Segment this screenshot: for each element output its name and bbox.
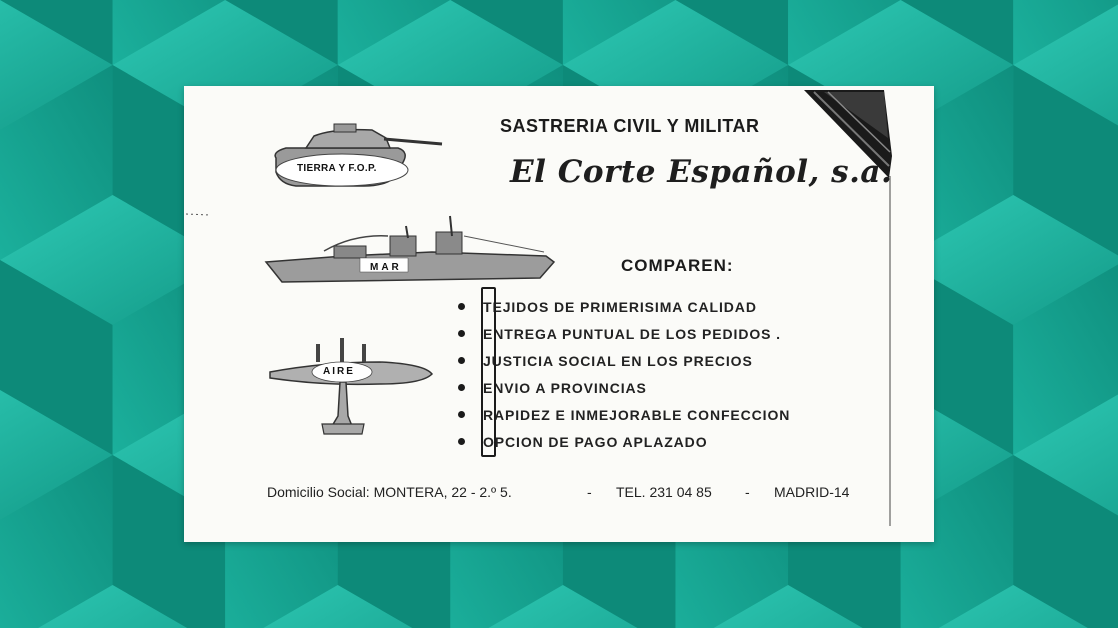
bullet-icon [458,330,465,337]
card-footer [267,484,877,504]
plane-icon [270,338,432,434]
ship-label: MAR [370,262,402,273]
highlight-bracket [481,287,496,457]
feature-text: ENTREGA PUNTUAL DE LOS PEDIDOS . [483,325,781,342]
ship-icon [266,216,554,282]
bullet-icon [458,411,465,418]
list-item [458,347,790,374]
feature-text: RAPIDEZ E INMEJORABLE CONFECCION [483,406,791,423]
plane-label: AIRE [323,366,355,377]
footer-separator: - [587,484,592,500]
footer-city: MADRID-14 [774,484,850,500]
footer-phone: TEL. 231 04 85 [616,484,712,500]
bullet-icon [458,303,465,310]
footer-address: Domicilio Social: MONTERA, 22 - 2.º 5. [267,484,512,500]
tank-label: TIERRA Y F.O.P. [297,163,377,174]
feature-text: ENVIO A PROVINCIAS [483,379,647,396]
bullet-icon [458,384,465,391]
list-item [458,320,790,347]
list-item [458,428,790,455]
business-card [184,86,934,542]
feature-list [458,293,790,455]
feature-text: OPCION DE PAGO APLAZADO [483,433,708,450]
comparen-heading: COMPAREN: [621,256,734,275]
bullet-icon [458,438,465,445]
list-item [458,293,790,320]
list-item [458,374,790,401]
feature-text: TEJIDOS DE PRIMERISIMA CALIDAD [483,298,757,315]
footer-separator: - [745,484,750,500]
bullet-icon [458,357,465,364]
list-item [458,401,790,428]
company-name: El Corte Español, s.a. [510,154,893,190]
card-title: SASTRERIA CIVIL Y MILITAR [500,116,760,136]
feature-text: JUSTICIA SOCIAL EN LOS PRECIOS [483,352,753,369]
tank-icon [275,124,442,186]
